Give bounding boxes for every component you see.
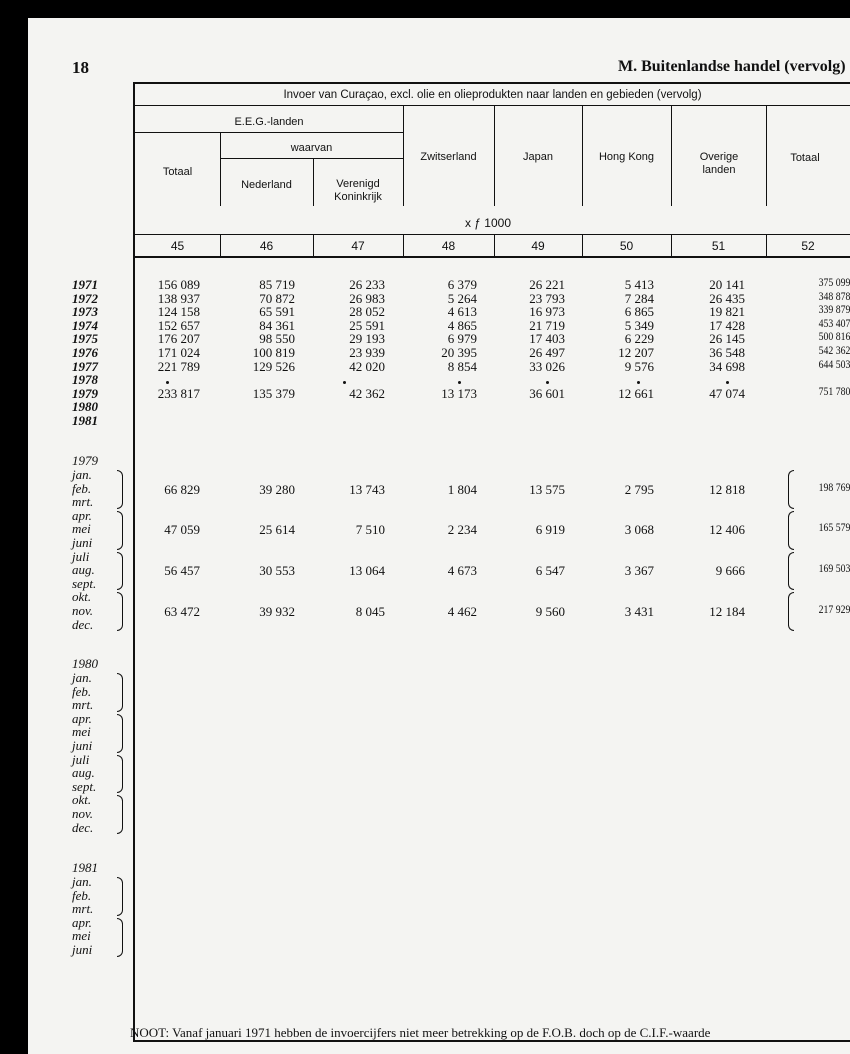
quarter-cell-hongkong: 3 068 bbox=[624, 522, 654, 538]
quarter-cell-vk: 7 510 bbox=[355, 522, 385, 538]
cell-hongkong: 5 413 bbox=[624, 277, 654, 292]
cell-nederland: 65 591 bbox=[259, 304, 295, 320]
cell-overige: 34 698 bbox=[709, 358, 745, 374]
header-totaal: Totaal bbox=[162, 166, 193, 178]
quarter-cell-overige: 12 818 bbox=[709, 481, 745, 497]
month-label: aug. bbox=[72, 765, 95, 781]
eeg-rule bbox=[135, 132, 403, 133]
cell-totaal: 176 207 bbox=[157, 331, 200, 347]
cell-totaal: 124 158 bbox=[157, 304, 200, 320]
cell-zwitserland: 20 395 bbox=[441, 345, 477, 360]
month-label: juni bbox=[72, 942, 93, 957]
quarter-cell-hongkong: 2 795 bbox=[624, 481, 654, 497]
year-label: 1972 bbox=[72, 290, 98, 306]
quarter-brace bbox=[117, 918, 123, 957]
month-label: mrt. bbox=[72, 901, 94, 917]
total-brace bbox=[788, 511, 794, 550]
page-title: M. Buitenlandse handel (vervolg) bbox=[618, 58, 846, 75]
month-label: apr. bbox=[72, 914, 92, 930]
month-label: jan. bbox=[72, 467, 92, 482]
cell-hongkong: 9 576 bbox=[624, 358, 654, 374]
year-label: 1980 bbox=[72, 399, 98, 415]
col-number: 45 bbox=[170, 239, 185, 253]
cell-totaal-2: 375 099 bbox=[818, 277, 850, 289]
month-label: juni bbox=[72, 738, 93, 753]
footnote: NOOT: Vanaf januari 1971 hebben de invoercijfers niet meer betrekking op de F.O.B. doch op de C.I.F.-waarde bbox=[130, 1025, 711, 1040]
quarter-cell-totaal-2: 165 579 bbox=[818, 522, 850, 535]
total-brace bbox=[788, 470, 794, 509]
quarter-cell-nederland: 39 932 bbox=[259, 604, 295, 619]
header-zwitserland: Zwitserland bbox=[420, 151, 477, 163]
divider-nl-vk bbox=[313, 158, 314, 206]
quarter-cell-japan: 6 919 bbox=[535, 522, 565, 538]
quarter-cell-zwitserland: 2 234 bbox=[447, 522, 477, 538]
quarter-cell-totaal-2: 217 929 bbox=[818, 604, 850, 616]
cell-vk: 23 939 bbox=[349, 345, 385, 360]
year-label: 1979 bbox=[72, 385, 98, 401]
cell-vk: 28 052 bbox=[349, 304, 385, 320]
quarter-cell-japan: 9 560 bbox=[535, 604, 565, 619]
month-label: nov. bbox=[72, 603, 94, 618]
missing-value-dot bbox=[546, 381, 549, 384]
total-brace bbox=[788, 552, 794, 591]
cell-totaal-2: 339 879 bbox=[818, 304, 850, 317]
cell-totaal: 171 024 bbox=[157, 345, 200, 360]
cell-nederland: 98 550 bbox=[259, 331, 295, 347]
quarter-brace bbox=[117, 552, 123, 591]
month-label: mei bbox=[72, 521, 91, 537]
month-label: juni bbox=[72, 535, 93, 550]
missing-value-dot bbox=[726, 381, 729, 384]
missing-value-dot bbox=[343, 381, 346, 384]
cell-overige: 26 145 bbox=[709, 331, 745, 347]
cell-hongkong: 12 661 bbox=[618, 385, 654, 401]
quarter-cell-vk: 13 064 bbox=[349, 563, 385, 579]
cell-totaal: 138 937 bbox=[157, 290, 200, 306]
caption-rule bbox=[135, 105, 850, 106]
missing-value-dot bbox=[458, 381, 461, 384]
cell-japan: 26 497 bbox=[529, 345, 565, 360]
cell-overige: 19 821 bbox=[709, 304, 745, 320]
col-number: 47 bbox=[351, 239, 365, 253]
cell-zwitserland: 6 379 bbox=[447, 277, 477, 292]
quarter-cell-nederland: 30 553 bbox=[259, 563, 295, 579]
cell-totaal: 221 789 bbox=[157, 358, 200, 374]
year-label: 1973 bbox=[72, 304, 98, 320]
page-number: 18 bbox=[72, 58, 89, 77]
cell-zwitserland: 6 979 bbox=[447, 331, 477, 347]
cell-japan: 26 221 bbox=[529, 277, 565, 292]
month-label: feb. bbox=[72, 683, 92, 699]
cell-nederland: 135 379 bbox=[252, 385, 295, 401]
header-overige: Overige landen bbox=[699, 151, 739, 176]
header-japan: Japan bbox=[523, 151, 553, 163]
table-left-rule bbox=[133, 82, 135, 1042]
quarter-cell-totaal-2: 169 503 bbox=[818, 563, 850, 576]
cell-nederland: 84 361 bbox=[259, 317, 295, 333]
cell-totaal-2: 542 362 bbox=[818, 345, 850, 357]
month-label: jan. bbox=[72, 874, 92, 889]
month-label: apr. bbox=[72, 710, 92, 726]
month-label: dec. bbox=[72, 819, 94, 835]
cell-totaal-2: 453 407 bbox=[818, 317, 850, 330]
month-label: mrt. bbox=[72, 494, 94, 510]
quarter-cell-overige: 12 406 bbox=[709, 522, 745, 538]
quarter-cell-japan: 13 575 bbox=[529, 481, 565, 497]
month-label: nov. bbox=[72, 806, 94, 821]
year-label: 1971 bbox=[72, 277, 98, 292]
month-label: feb. bbox=[72, 887, 92, 903]
year-label-1980: 1980 bbox=[72, 656, 98, 671]
cell-nederland: 100 819 bbox=[252, 345, 295, 360]
cell-zwitserland: 5 264 bbox=[447, 290, 477, 306]
cell-totaal-2: 644 503 bbox=[818, 358, 850, 371]
quarter-cell-totaal: 47 059 bbox=[164, 522, 200, 538]
colnum-bottom-rule bbox=[135, 256, 850, 258]
year-label: 1977 bbox=[72, 358, 98, 374]
cell-nederland: 129 526 bbox=[252, 358, 295, 374]
cell-vk: 25 591 bbox=[349, 317, 385, 333]
quarter-brace bbox=[117, 511, 123, 550]
cell-totaal-2: 500 816 bbox=[818, 331, 850, 344]
colnum-top-rule bbox=[135, 234, 850, 235]
year-label-1979: 1979 bbox=[72, 453, 98, 468]
quarter-cell-overige: 12 184 bbox=[709, 604, 745, 619]
month-label: aug. bbox=[72, 562, 95, 578]
cell-totaal-2: 751 780 bbox=[818, 385, 850, 398]
header-vk: Verenigd Koninkrijk bbox=[334, 178, 382, 203]
divider-overige bbox=[766, 105, 767, 206]
quarter-cell-zwitserland: 4 462 bbox=[447, 604, 477, 619]
cell-totaal: 233 817 bbox=[157, 385, 200, 401]
header-waarvan: waarvan bbox=[290, 142, 333, 154]
cell-japan: 16 973 bbox=[529, 304, 565, 320]
month-label: okt. bbox=[72, 792, 92, 808]
col-number: 51 bbox=[711, 239, 726, 253]
cell-nederland: 70 872 bbox=[259, 290, 295, 306]
quarter-cell-hongkong: 3 431 bbox=[624, 604, 654, 619]
quarter-brace bbox=[117, 470, 123, 509]
month-label: apr. bbox=[72, 507, 92, 523]
cell-zwitserland: 13 173 bbox=[441, 385, 477, 401]
cell-overige: 47 074 bbox=[709, 385, 745, 401]
month-label: sept. bbox=[72, 575, 97, 591]
col-number: 49 bbox=[531, 239, 545, 253]
header-hongkong: Hong Kong bbox=[598, 151, 655, 163]
cell-vk: 42 362 bbox=[349, 385, 385, 401]
cell-overige: 26 435 bbox=[709, 290, 745, 306]
cell-zwitserland: 4 613 bbox=[447, 304, 477, 320]
cell-japan: 23 793 bbox=[529, 290, 565, 306]
month-label: juli bbox=[72, 548, 90, 564]
cell-hongkong: 5 349 bbox=[624, 317, 654, 333]
quarter-brace bbox=[117, 755, 123, 794]
cell-hongkong: 6 865 bbox=[624, 304, 654, 320]
table-caption: Invoer van Curaçao, excl. olie en olieprodukten naar landen en gebieden (vervolg) bbox=[283, 89, 702, 101]
cell-japan: 21 719 bbox=[529, 317, 565, 333]
col-number: 52 bbox=[801, 239, 815, 253]
waarvan-rule bbox=[220, 158, 403, 159]
cell-overige: 36 548 bbox=[709, 345, 745, 360]
cell-japan: 17 403 bbox=[529, 331, 565, 347]
month-label: mei bbox=[72, 724, 91, 740]
quarter-brace bbox=[117, 877, 123, 916]
quarter-cell-zwitserland: 4 673 bbox=[447, 563, 477, 579]
cell-japan: 36 601 bbox=[529, 385, 565, 401]
cell-overige: 20 141 bbox=[709, 277, 745, 292]
quarter-cell-totaal: 63 472 bbox=[164, 604, 200, 619]
quarter-cell-totaal-2: 198 769 bbox=[818, 481, 850, 494]
month-label: dec. bbox=[72, 616, 94, 632]
missing-value-dot bbox=[637, 381, 640, 384]
cell-vk: 29 193 bbox=[349, 331, 385, 347]
quarter-cell-vk: 8 045 bbox=[355, 604, 385, 619]
month-label: sept. bbox=[72, 778, 97, 794]
header-totaal-2: Totaal bbox=[790, 152, 820, 164]
header-eeg: E.E.G.-landen bbox=[234, 116, 304, 128]
year-label: 1975 bbox=[72, 331, 98, 347]
cell-zwitserland: 8 854 bbox=[447, 358, 477, 374]
year-label: 1974 bbox=[72, 317, 98, 333]
quarter-cell-zwitserland: 1 804 bbox=[447, 481, 477, 497]
quarter-cell-hongkong: 3 367 bbox=[624, 563, 654, 579]
quarter-cell-japan: 6 547 bbox=[535, 563, 565, 579]
cell-nederland: 85 719 bbox=[259, 277, 295, 292]
quarter-cell-totaal: 56 457 bbox=[164, 563, 200, 579]
month-label: mrt. bbox=[72, 697, 94, 713]
col-number: 50 bbox=[619, 239, 634, 253]
quarter-cell-vk: 13 743 bbox=[349, 481, 385, 497]
year-label: 1981 bbox=[72, 413, 98, 428]
year-label-1981: 1981 bbox=[72, 860, 98, 875]
cell-hongkong: 7 284 bbox=[624, 290, 654, 306]
cell-zwitserland: 4 865 bbox=[447, 317, 477, 333]
quarter-cell-overige: 9 666 bbox=[715, 563, 745, 579]
cell-hongkong: 12 207 bbox=[618, 345, 654, 360]
quarter-brace bbox=[117, 714, 123, 753]
cell-totaal-2: 348 878 bbox=[818, 290, 850, 303]
month-label: okt. bbox=[72, 589, 92, 605]
year-label: 1976 bbox=[72, 345, 98, 360]
quarter-cell-nederland: 39 280 bbox=[259, 481, 295, 497]
missing-value-dot bbox=[166, 381, 169, 384]
month-label: jan. bbox=[72, 670, 92, 685]
cell-vk: 26 233 bbox=[349, 277, 385, 292]
month-label: mei bbox=[72, 928, 91, 944]
document-page bbox=[28, 18, 850, 1054]
cell-vk: 26 983 bbox=[349, 290, 385, 306]
total-brace bbox=[788, 592, 794, 631]
cell-totaal: 156 089 bbox=[157, 277, 200, 292]
unit-label: x ƒ 1000 bbox=[464, 216, 512, 230]
cell-vk: 42 020 bbox=[349, 358, 385, 374]
col-number: 46 bbox=[259, 239, 274, 253]
divider-hongkong bbox=[671, 105, 672, 206]
quarter-cell-totaal: 66 829 bbox=[164, 481, 200, 497]
cell-hongkong: 6 229 bbox=[624, 331, 654, 347]
quarter-brace bbox=[117, 592, 123, 631]
table-top-rule bbox=[133, 82, 850, 84]
quarter-cell-nederland: 25 614 bbox=[259, 522, 295, 538]
cell-totaal: 152 657 bbox=[157, 317, 200, 333]
month-label: juli bbox=[72, 751, 90, 767]
year-label: 1978 bbox=[72, 372, 98, 388]
header-nederland: Nederland bbox=[241, 179, 292, 191]
cell-japan: 33 026 bbox=[529, 358, 565, 374]
cell-overige: 17 428 bbox=[709, 317, 745, 333]
month-label: feb. bbox=[72, 480, 92, 496]
quarter-brace bbox=[117, 673, 123, 712]
quarter-brace bbox=[117, 795, 123, 834]
col-number: 48 bbox=[441, 239, 456, 253]
